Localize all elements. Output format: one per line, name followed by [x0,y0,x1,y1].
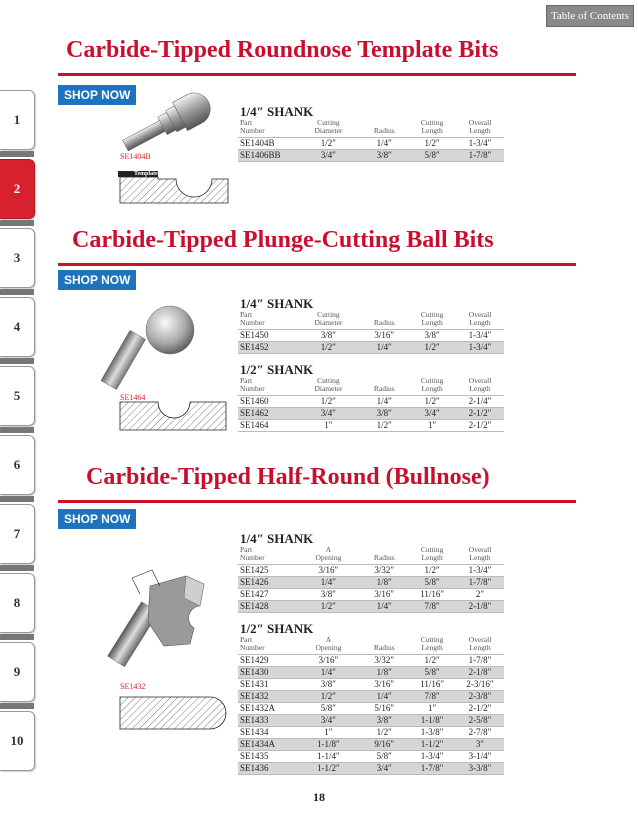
part-number-cell: SE1432A [238,703,297,715]
column-header: Radius [373,553,395,562]
template-label: Template [134,171,158,177]
column-header: Overall Length [468,118,492,135]
spec-cell: 1/8″ [360,577,408,589]
spec-cell: 5/8″ [408,577,456,589]
spec-table [238,546,504,613]
spec-cell: 3/8″ [297,589,361,601]
spec-cell: 1-1/8″ [408,715,456,727]
spec-cell: 2-5/8″ [456,715,504,727]
spec-cell: 2-7/8″ [456,727,504,739]
page-number: 18 [313,790,325,804]
column-header: Part Number [240,310,265,327]
spec-cell: 1/2″ [408,138,456,150]
roundnose-bit-image [110,84,220,156]
spec-cell: 1-7/8″ [456,577,504,589]
column-header: Radius [373,643,395,652]
spec-cell: 3-1/4″ [456,751,504,763]
bullnose-profile-diagram [118,693,230,733]
column-header: Part Number [240,545,265,562]
shop-now-button[interactable]: SHOP NOW [58,509,136,529]
spec-cell: 3/16″ [360,330,408,342]
part-number-cell: SE1431 [238,679,297,691]
table-row [238,739,504,751]
column-header: Overall Length [468,310,492,327]
spec-cell: 2-1/4″ [456,396,504,408]
table-row [238,751,504,763]
spec-cell: 1-1/2″ [408,739,456,751]
spec-cell: 1/4″ [360,601,408,613]
table-of-contents-button[interactable]: Table of Contents [546,5,634,27]
table-row [238,703,504,715]
part-number-cell: SE1434 [238,727,297,739]
column-header: Overall Length [468,635,492,652]
part-number-cell: SE1404B [238,138,297,150]
spec-cell: 9/16″ [360,739,408,751]
part-number-cell: SE1429 [238,655,297,667]
column-header: Overall Length [468,545,492,562]
tab-separator [0,496,34,502]
table-row [238,408,504,420]
column-header: Part Number [240,118,265,135]
spec-cell: 3/16″ [297,565,361,577]
column-header: Radius [373,384,395,393]
tab-separator [0,634,34,640]
spec-cell: 2-1/2″ [456,703,504,715]
shop-now-button[interactable]: SHOP NOW [58,85,136,105]
spec-cell: 5/8″ [408,150,456,162]
bullnose-bit-image [90,566,220,676]
column-header: Cutting Length [420,118,444,135]
spec-cell: 5/8″ [360,751,408,763]
column-header: A Opening [315,635,342,652]
tab-separator [0,703,34,709]
spec-table [238,311,504,354]
spec-cell: 1/2″ [360,727,408,739]
spec-cell: 3/4″ [360,763,408,775]
table-row [238,691,504,703]
spec-cell: 1/8″ [360,667,408,679]
spec-cell: 1-3/4″ [408,751,456,763]
spec-cell: 3/8″ [297,679,361,691]
column-header: Cutting Diameter [314,376,343,393]
table-header-row [238,119,504,138]
spec-cell: 1″ [297,420,361,432]
part-number-cell: SE1462 [238,408,297,420]
table-row [238,577,504,589]
spec-cell: 1/2″ [408,655,456,667]
ball-bit-image [84,300,214,400]
spec-cell: 1-3/4″ [456,138,504,150]
part-number-cell: SE1428 [238,601,297,613]
shank-heading: 1/2″ SHANK [240,362,314,377]
part-number-cell: SE1464 [238,420,297,432]
table-row [238,330,504,342]
section-title-bullnose: Carbide-Tipped Half-Round (Bullnose) [86,464,490,490]
spec-cell: 1-3/4″ [456,565,504,577]
shop-now-button[interactable]: SHOP NOW [58,270,136,290]
tab-separator [0,565,34,571]
spec-cell: 7/8″ [408,691,456,703]
table-row [238,763,504,775]
spec-cell: 1/2″ [297,138,361,150]
spec-cell: 1-3/4″ [456,342,504,354]
spec-cell: 5/8″ [408,667,456,679]
column-header: Radius [373,318,395,327]
table-row [238,396,504,408]
chapter-tab-6[interactable]: 6 [0,435,35,495]
spec-cell: 1/2″ [408,565,456,577]
chapter-tab-1[interactable]: 1 [0,90,35,150]
spec-cell: 3/16″ [297,655,361,667]
chapter-tab-5[interactable]: 5 [0,366,35,426]
table-row [238,715,504,727]
part-number-cell: SE1426 [238,577,297,589]
spec-cell: 1/4″ [360,138,408,150]
table-row [238,420,504,432]
table-header-row [238,377,504,396]
column-header: Overall Length [468,376,492,393]
spec-cell: 1/4″ [297,577,361,589]
spec-cell: 2-1/8″ [456,601,504,613]
tab-separator [0,220,34,226]
spec-cell: 3/32″ [360,655,408,667]
spec-cell: 3/4″ [297,408,361,420]
column-header: Cutting Diameter [314,310,343,327]
part-number-cell: SE1435 [238,751,297,763]
spec-cell: 1-1/4″ [297,751,361,763]
spec-cell: 1/2″ [297,396,361,408]
spec-cell: 2-1/2″ [456,408,504,420]
shank-heading: 1/4″ SHANK [240,531,314,546]
spec-cell: 1-7/8″ [456,655,504,667]
spec-cell: 3/16″ [360,679,408,691]
part-number-cell: SE1406BB [238,150,297,162]
part-number-cell: SE1427 [238,589,297,601]
table-row [238,342,504,354]
spec-cell: 2-3/16″ [456,679,504,691]
spec-cell: 3/4″ [297,715,361,727]
table-row [238,565,504,577]
part-number-cell: SE1450 [238,330,297,342]
chapter-tab-7[interactable]: 7 [0,504,35,564]
column-header: Cutting Length [420,635,444,652]
spec-cell: 1/4″ [360,342,408,354]
spec-table [238,119,504,162]
spec-cell: 1″ [297,727,361,739]
section-rule [58,73,576,76]
spec-cell: 2-1/2″ [456,420,504,432]
column-header: Part Number [240,376,265,393]
spec-cell: 3/8″ [297,330,361,342]
chapter-tab-3[interactable]: 3 [0,228,35,288]
column-header: Radius [373,126,395,135]
spec-cell: 3/8″ [408,330,456,342]
part-number-cell: SE1452 [238,342,297,354]
spec-cell: 3-3/8″ [456,763,504,775]
table-row [238,601,504,613]
column-header: Cutting Length [420,545,444,562]
column-header: Cutting Diameter [314,118,343,135]
spec-cell: 1/4″ [360,691,408,703]
tab-separator [0,289,34,295]
spec-cell: 1-7/8″ [408,763,456,775]
spec-cell: 1/2″ [297,342,361,354]
chapter-tab-2[interactable]: 2 [0,159,35,219]
chapter-tab-8[interactable]: 8 [0,573,35,633]
spec-cell: 1/2″ [408,342,456,354]
spec-cell: 5/16″ [360,703,408,715]
part-number-cell: SE1433 [238,715,297,727]
image-label: SE1464 [120,393,146,402]
spec-cell: 1/2″ [360,420,408,432]
spec-cell: 1″ [408,420,456,432]
part-number-cell: SE1434A [238,739,297,751]
spec-cell: 3″ [456,739,504,751]
spec-table [238,377,504,432]
table-row [238,655,504,667]
spec-cell: 1/4″ [360,396,408,408]
column-header: Cutting Length [420,310,444,327]
spec-cell: 7/8″ [408,601,456,613]
section-rule [58,263,576,266]
spec-cell: 2-1/8″ [456,667,504,679]
part-number-cell: SE1425 [238,565,297,577]
shank-heading: 1/4″ SHANK [240,296,314,311]
image-label: SE1404B [120,152,151,161]
part-number-cell: SE1460 [238,396,297,408]
shank-heading: 1/4″ SHANK [240,104,314,119]
chapter-tab-10[interactable]: 10 [0,711,35,771]
chapter-tab-9[interactable]: 9 [0,642,35,702]
part-number-cell: SE1436 [238,763,297,775]
section-title-ball-bits: Carbide-Tipped Plunge-Cutting Ball Bits [72,227,494,253]
tab-separator [0,427,34,433]
chapter-tab-4[interactable]: 4 [0,297,35,357]
spec-cell: 1/2″ [297,601,361,613]
spec-cell: 3/8″ [360,715,408,727]
table-header-row [238,311,504,330]
spec-cell: 2-3/8″ [456,691,504,703]
table-row [238,727,504,739]
part-number-cell: SE1430 [238,667,297,679]
spec-cell: 11/16″ [408,679,456,691]
spec-cell: 3/4″ [297,150,361,162]
spec-cell: 1″ [408,703,456,715]
table-row [238,138,504,150]
spec-cell: 1-1/2″ [297,763,361,775]
spec-cell: 3/8″ [360,150,408,162]
spec-cell: 1/2″ [408,396,456,408]
ball-profile-diagram [118,398,228,432]
spec-cell: 1/2″ [297,691,361,703]
table-header-row [238,636,504,655]
spec-table [238,636,504,775]
tab-separator [0,151,34,157]
spec-cell: 2″ [456,589,504,601]
spec-cell: 1-7/8″ [456,150,504,162]
spec-cell: 11/16″ [408,589,456,601]
section-title-roundnose: Carbide-Tipped Roundnose Template Bits [66,37,499,63]
spec-cell: 3/8″ [360,408,408,420]
column-header: Cutting Length [420,376,444,393]
table-row [238,679,504,691]
tab-separator [0,358,34,364]
section-rule [58,500,576,503]
table-row [238,667,504,679]
spec-cell: 3/16″ [360,589,408,601]
shank-heading: 1/2″ SHANK [240,621,314,636]
spec-cell: 5/8″ [297,703,361,715]
spec-cell: 1-3/4″ [456,330,504,342]
spec-cell: 3/4″ [408,408,456,420]
spec-cell: 1-1/8″ [297,739,361,751]
spec-cell: 1/4″ [297,667,361,679]
image-label: SE1432 [120,682,146,691]
column-header: Part Number [240,635,265,652]
table-row [238,150,504,162]
spec-cell: 3/32″ [360,565,408,577]
table-row [238,589,504,601]
table-header-row [238,546,504,565]
spec-cell: 1-3/8″ [408,727,456,739]
column-header: A Opening [315,545,342,562]
part-number-cell: SE1432 [238,691,297,703]
